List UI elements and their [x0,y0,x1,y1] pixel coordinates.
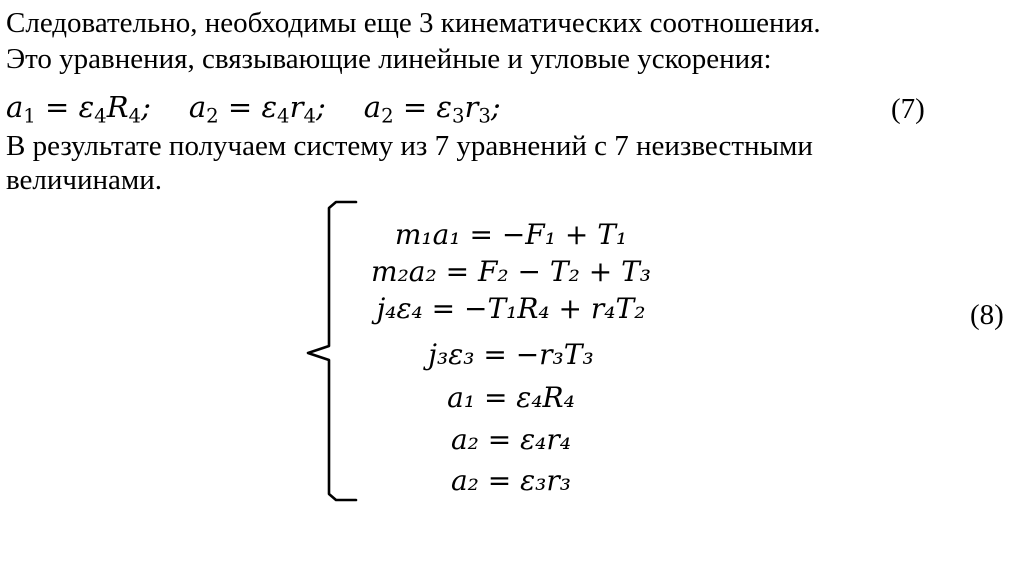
text-line-2: Это уравнения, связывающие линейные и угловые ускорения: [6,43,772,75]
system-equation-2: m₂a₂ = F₂ − T₂ + T₃ [371,255,651,288]
equation-number-7: (7) [891,93,925,125]
equation-number-8: (8) [970,299,1004,331]
text-line-3: В результате получаем систему из 7 уравнений с 7 неизвестными [6,130,813,162]
system-equation-6: a₂ = ε₄r₄ [450,423,572,456]
eq7-term-2: $a_2 = \varepsilon_4r_4$; [188,90,326,128]
system-equation-3: j₄ε₄ = −T₁R₄ + r₄T₂ [376,292,646,325]
eq7-term-3: $a_2 = \varepsilon_3r_3$; [363,90,501,128]
eq7-term-1: $a_1 = \varepsilon_4R_4$; [6,90,151,128]
text-line-1: Следовательно, необходимы еще 3 кинематических соотношения. [6,7,821,39]
text-line-4: величинами. [6,164,163,196]
system-equation-5: a₁ = ε₄R₄ [447,381,575,414]
system-equation-4: j₃ε₃ = −r₃T₃ [428,338,594,371]
equation-7 [6,90,501,128]
system-equation-1: m₁a₁ = −F₁ + T₁ [394,218,628,251]
system-equation-7: a₂ = ε₃r₃ [450,464,572,497]
